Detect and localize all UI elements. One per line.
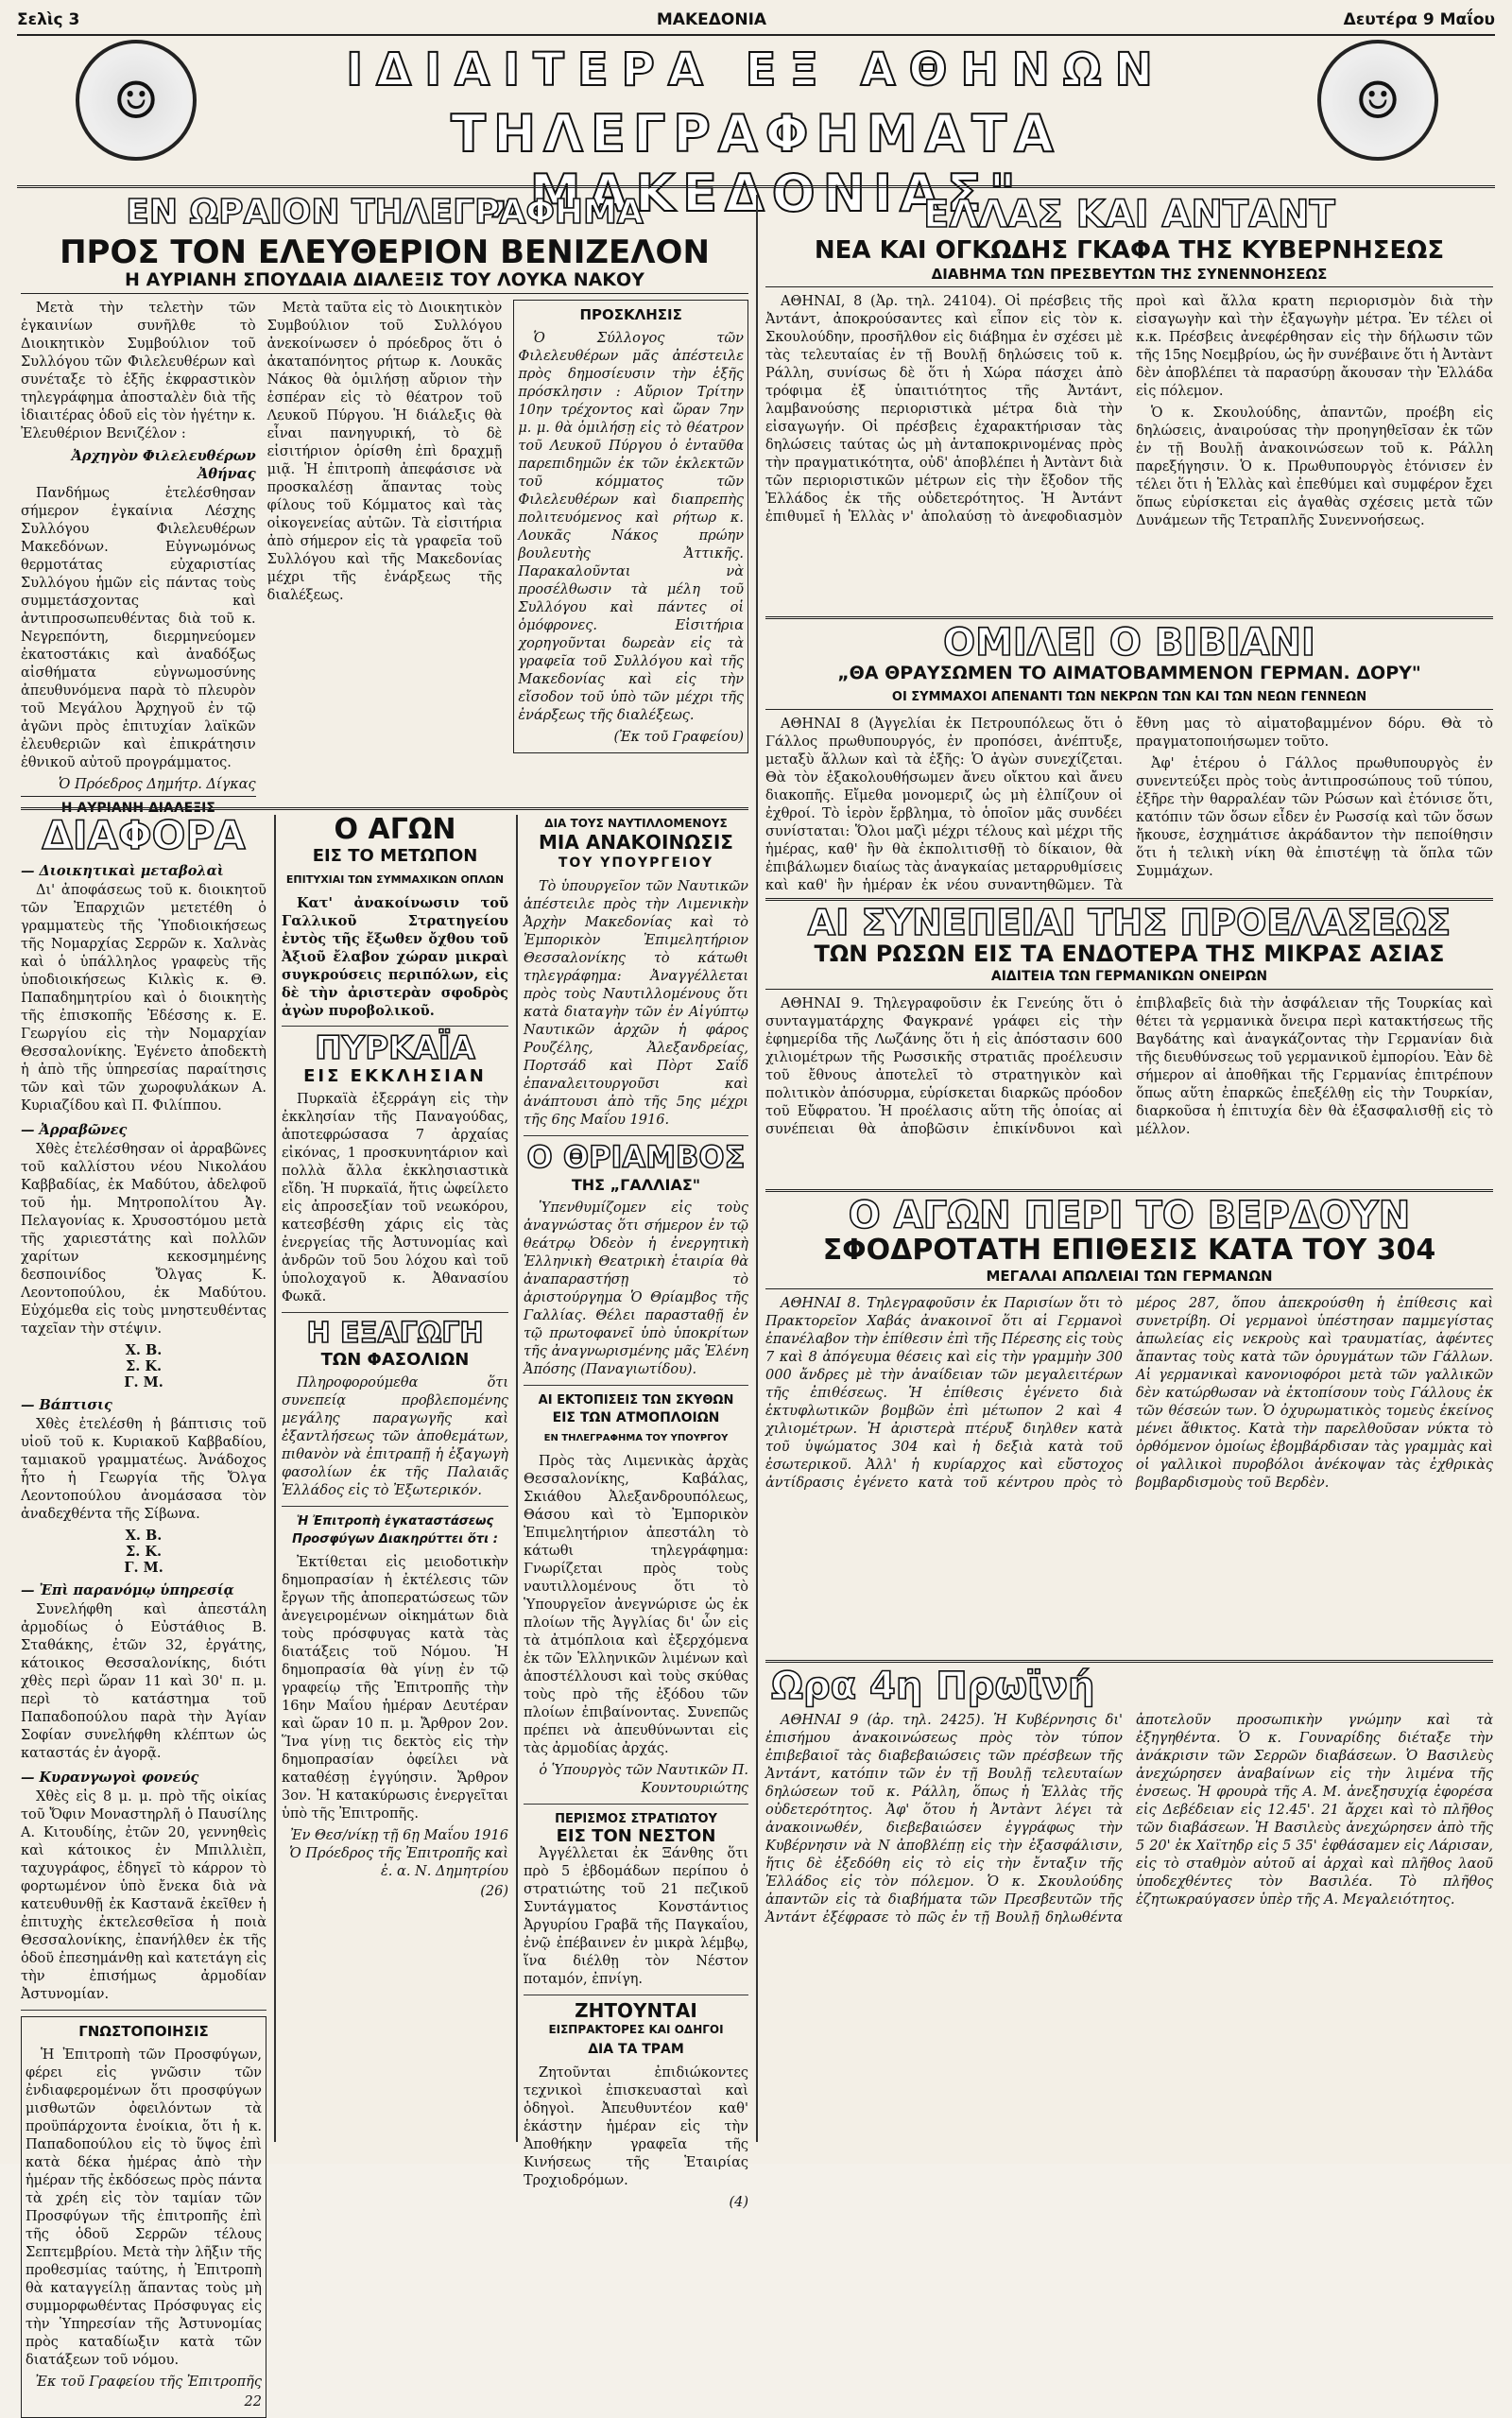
- export-subtitle: ΤΩΝ ΦΑΣΟΛΙΩΝ: [320, 1349, 470, 1370]
- macedonia-seal-left-icon: ☺: [76, 40, 197, 161]
- agon-divider: [282, 1026, 508, 1027]
- diafora-item-1: [21, 862, 266, 1115]
- viviani-article: [765, 616, 1493, 893]
- diafora-item-3: [21, 1396, 266, 1576]
- agon-subtitle-2: ΕΠΙΤΥΧΙΑΙ ΤΩΝ ΣΥΜΜΑΧΙΚΩΝ ΟΠΛΩΝ: [285, 872, 505, 886]
- spongers-title: ΑΙ ΕΚΤΟΠΙΣΕΙΣ ΤΩΝ ΣΚΥΘΩΝ: [538, 1392, 734, 1408]
- nestos-subtitle: ΕΙΣ ΤΟΝ ΝΕΣΤΟΝ: [556, 1825, 716, 1846]
- left-divider-1: [274, 815, 276, 2142]
- russians-article: [765, 898, 1493, 1184]
- sailors-title: ΜΙΑ ΑΝΑΚΟΙΝΩΣΙΣ: [539, 831, 733, 854]
- venizelos-signature: Ὁ Πρόεδρος Δημήτρ. Δίγκας: [58, 777, 256, 793]
- diafora-item-4-text: Συνελήφθη καὶ ἀπεστάλη ἀρμοδίως ὁ Εὐστάθιος Β. Σταθάκης, ἐτῶν 32, ἐργάτης, κάτοικος Θεσσαλονίκης, διότι χθὲς περὶ ὥραν 11 καὶ 30' π. μ. περὶ τὸ κατάστημα τοῦ Παπαδοπούλου παρὰ τὴν Ἀγίαν Σοφίαν συνελήφθη κλέπτων ὡς καταστάς ἐν ἀγορᾷ.: [21, 1602, 266, 1762]
- verdun-subtitle: ΣΦΟΔΡΟΤΑΤΗ ΕΠΙΘΕΣΙΣ ΚΑΤΑ ΤΟΥ 304: [822, 1234, 1436, 1267]
- verdun-title: Ο ΑΓΩΝ ΠΕΡΙ ΤΟ ΒΕΡΔΟΥΝ: [848, 1194, 1411, 1237]
- export-divider: [282, 1506, 508, 1507]
- spongers-body: Πρὸς τὰς Λιμενικὰς ἀρχὰς Θεσσαλονίκης, Καβάλας, Σκιάθου Ἀλεξανδρουπόλεως, Θάσου καὶ τὸ Ἐμπορικὸν Ἐπιμελητήριον ἀπεστάλη τὸ κάτωθι τηλεγράφημα: Γνωρίζεται πρὸς τοὺς ναυτιλλομένους ὅτι τὸ Ὑπουργεῖον ἀνεγνώρισε ὡς ἐκ πλοίων τῆς Ἀγγλίας δι' ὧν εἰς τὰ ἀτμόπλοια καὶ ἐξερχόμενα ἐκ τῶν Ἑλληνικῶν λιμένων καὶ ἀποστέλλουσι καὶ τοὺς σκύθας τοὺς πρὸ τῆς ἐξόδου τῶν πλοίων ἐπιβαίνοντας. Συνεπῶς πρέπει νὰ ἀπευθύνωνται εἰς τὰς ἀρμοδίας ἀρχάς.: [524, 1453, 748, 1756]
- middle-right-column: [524, 815, 748, 2211]
- russians-title: ΑΙ ΣΥΝΕΠΕΙΑΙ ΤΗΣ ΠΡΟΕΛΑΣΕΩΣ: [807, 902, 1452, 943]
- viviani-title: ΟΜΙΛΕΙ Ο ΒΙΒΙΑΝΙ: [943, 621, 1315, 665]
- nestos-title: ΠΕΡΙΣΜΟΣ ΣΤΡΑΤΙΩΤΟΥ: [555, 1811, 717, 1826]
- diafora-item-4: [21, 1581, 266, 1763]
- diafora-item-2-text: Χθὲς ἐτελέσθησαν οἱ ἀρραβῶνες τοῦ καλλίστου νέου Νικολάου Καββαδίας, ἐκ Μαδύτου, ἀδελφοῦ τοῦ ἡμ. Μητροπολίτου Ἀγ. Πελαγονίας κ. Χρυσοστόμου μετὰ τῆς χαριεστάτης καὶ πολλῶν χαρίτων κεκοσμημένης δεσποινίδος Ὄλγας Κ. Λεοντοπούλου, ἐκ Μαδύτου. Εὐχόμεθα εἰς τοὺς μνηστευθέντας ταχεῖαν τὴν στέψιν.: [21, 1142, 266, 1338]
- invitation-title: ΠΡΟΣΚΛΗΣΙΣ: [579, 306, 682, 324]
- triumph-title: Ο ΘΡΙΑΜΒΟΣ: [526, 1139, 746, 1175]
- venizelos-col-3: [513, 300, 748, 823]
- nestos-body: Ἀγγέλλεται ἐκ Ξάνθης ὅτι πρὸ 5 ἑβδομάδων περίπου ὁ στρατιώτης τοῦ 21 πεζικοῦ Συντάγματος Κονστάντιος Ἀργυρίου Γραβᾶ τῆς Παγκαΐου, ἐνῷ ἐπέβαινεν ἐν μικρὰ λέμβῳ, ἵνα διέλθῃ τὸν Νέστον ποταμόν, ἐπνίγη.: [524, 1846, 748, 1988]
- spongers-divider: [524, 1804, 748, 1805]
- spongers-subtitle-2: ΕΝ ΤΗΛΕΓΡΑΦΗΜΑ ΤΟΥ ΥΠΟΥΡΓΟΥ: [543, 1432, 729, 1443]
- left-bottom-divider: [21, 807, 748, 810]
- diafora-column: [21, 812, 266, 2410]
- venizelos-col-1: [21, 300, 256, 823]
- russians-subtitle: ΤΩΝ ΡΩΣΩΝ ΕΙΣ ΤΑ ΕΝΔΟΤΕΡΑ ΤΗΣ ΜΙΚΡΑΣ ΑΣΙΑΣ: [814, 940, 1445, 967]
- notice-box: [21, 2016, 266, 2418]
- russians-subtitle-2: ΑΙΔΙΤΕΙΑ ΤΩΝ ΓΕΡΜΑΝΙΚΩΝ ΟΝΕΙΡΩΝ: [765, 968, 1493, 990]
- entente-article: [765, 195, 1493, 611]
- center-divider: [756, 195, 758, 2142]
- late-news-body: ΑΘΗΝΑΙ 9 (ἀρ. τηλ. 2425). Ἡ Κυβέρνησις δι' ἐπισήμου ἀνακοινώσεως πρὸς τὸν τύπον ἐπιβεβαιοῖ τὰς διαβεβαιώσεις τῶν πρέσβεων τῆς Ἀντάντ, κατόπιν τῶν ἐν τῇ Βουλῇ τελευταίων δηλώσεων τοῦ κ. Ράλλη, ὅπως ἡ Ἑλλὰς τῆς οὐδετερότητος. Ἀφ' ὅτου ἡ Ἀντὰντ λέγει τὰ ἀνακοινωθέν, διεβεβαιώσεν ἐγγράφως τὴν Κυβέρνησιν νὰ Ν ἀποβλέπῃ εἰς τὴν ἐξασφάλισιν, ἥτις δὲ ἐξεδόθη εἰς τὸ εἰς τὴν ἔνταξιν τῆς Ἑλλάδος εἰς τὸν πόλεμον. Ὁ κ. Σκουλούδης ἀπαντῶν εἰς τὰ διαβήματα τῶν Πρεσβευτῶν τῆς Ἀντάντ ἐξέφρασε τὸ πῶς ἐν τῇ Βουλῇ δηλωθέντα ἀποτελοῦν προσωπικὴν γνώμην καὶ τὰ ἐξηγηθέντα. Ὁ κ. Γουναρίδης διέταξε τὴν ἀνάκρισιν τῶν Σερρῶν διαβάσεων. Ὁ Βασιλεὺς ἀνεχώρησεν ἀναβαίνων εἰς τὴν λιμένα τῆς ἐνσεως. Ἡ φρουρὰ τῆς Α. Μ. ἀνεξησυχίᾳ ἐφορέσα εἰς Δεβέδειαν εἰς 12.45'. 21 ἄρχει καὶ τὸ πλῆθος τῶν διαβάσεων. Ἡ Βασιλεὺς ἀνεχώρησεν ἀπὸ τῆς 5 20' ἐκ Χαϊτηδρ εἰς 5 35' ἐφθάσαμεν εἰς Λάρισαν, εἰς τὸ σταθμὸν αὐτοῦ αἱ ἀρχαὶ καὶ πλῆθος λαοῦ ὑποδεχθέντες τὸν Βασιλέα. Τὸ πλῆθος ἐζητωκραύγασεν ὑπὲρ τῆς Α. Μεγαλειότητος.: [765, 1713, 1493, 1926]
- agon-title: Ο ΑΓΩΝ: [334, 813, 456, 846]
- sailors-divider: [524, 1135, 748, 1136]
- issue-date: Δευτέρα 9 Μαΐου: [1343, 10, 1495, 29]
- notice-title: ΓΝΩΣΤΟΠΟΙΗΣΙΣ: [78, 2023, 209, 2041]
- left-divider-2: [516, 815, 518, 2142]
- sailors-body: Τὸ ὑπουργεῖον τῶν Ναυτικῶν ἀπέστειλε πρὸς τὴν Λιμενικὴν Ἀρχὴν Μακεδονίας καὶ τὸ Ἐμπορικὸν Ἐπιμελητήριον Θεσσαλονίκης τὸ κάτωθι τηλεγράφημα: Ἀναγγέλλεται πρὸς τοὺς Ναυτιλλομένους ὅτι κατὰ διαταγὴν τῶν ἐν Αἰγύπτῳ Ναυτικῶν ἀρχῶν ἡ φάρος Ρουζέλης, Ἀλεξανδρείας, Πορτσάδ καὶ Πὸρτ Σαΐδ ἐπαναλειτουργοῦσι καὶ ἀνάπτουσι ἀπὸ τῆς 5ης μέχρι τῆς 6ης Μαΐου 1916.: [524, 879, 748, 1128]
- spongers-subtitle: ΕΙΣ ΤΩΝ ΑΤΜΟΠΛΟΙΩΝ: [552, 1409, 720, 1425]
- tender-body: Ἐκτίθεται εἰς μειοδοτικὴν δημοπρασίαν ἡ ἐκτέλεσις τῶν ἔργων τῆς ἀποπερατώσεως τῶν ἀνεγειρομένων οἰκημάτων διὰ τοὺς πρόσφυγας κατὰ τὰς διατάξεις τοῦ Νόμου. Ἡ δημοπρασία θὰ γίνῃ ἐν τῷ γραφείῳ τῆς Ἐπιτροπῆς τὴν 16ην Μαΐου ἡμέραν Δευτέραν καὶ ὥραν 10 π. μ. Ἄρθρον 2ον. Ἵνα γίνῃ τις δεκτὸς εἰς τὴν δημοπρασίαν ὀφείλει νὰ καταθέσῃ ἐγγύησιν. Ἄρθρον 3ον. Ἡ κατακύρωσις ἐνεργεῖται ὑπὸ τῆς Ἐπιτροπῆς.: [282, 1554, 508, 1822]
- page-number: Σελὶς 3: [17, 10, 80, 29]
- viviani-body-2: Ἀφ' ἑτέρου ὁ Γάλλος πρωθυπουργὸς ἐν συνεντεύξει πρὸς τοὺς ἀντιπροσώπους τοῦ τύπου, ἐξῆρε τὴν θαρραλέαν τῶν Ρώσων καὶ ἐτόνισε ὅτι, κατόπιν τῶν ὅσων εἶδεν ἐν Ρωσσίᾳ καὶ τῶν ὅσων ἤκουσε, ἐσχημάτισε ἀκράδαντον τὴν πεποίθησιν ὅτι ἡ τελικὴ νίκη θὰ ἐπιστέψῃ τὰ ὅπλα τῶν Συμμάχων.: [1136, 756, 1493, 879]
- diafora-item-1-text: Δι' ἀποφάσεως τοῦ κ. διοικητοῦ τῶν Ἐπαρχιῶν μετετέθη ὁ γραμματεὺς τῆς Ὑποδιοικήσεως τῆς Νομαρχίας Σερρῶν κ. Χαλνὰς καὶ ὁ ὑπάλληλος γραφεὺς τῆς ὑποδιοικήσεως Κιλκὶς κ. Θ. Παπαδημητρίου καὶ ὁ διοικητὴς τῆς ἐπισκοπῆς Ἐδέσσης κ. Ε. Γεωργίου εἰς τὴν Νομαρχίαν Θεσσαλονίκης. Ἐγένετο ἀποδεκτὴ ἡ ἀπὸ τῆς ὑπηρεσίας παραίτησις τῶν καὶ τῶν χωροφυλάκων Α. Κυριαζίδου καὶ Π. Φιλίππου.: [21, 883, 266, 1114]
- diafora-item-5: [21, 1769, 266, 2004]
- viviani-subtitle-2: ΟΙ ΣΥΜΜΑΧΟΙ ΑΠΕΝΑΝΤΙ ΤΩΝ ΝΕΚΡΩΝ ΤΩΝ ΚΑΙ ΤΩΝ ΝΕΩΝ ΓΕΝΝΕΩΝ: [765, 688, 1493, 710]
- venizelos-col-2: [267, 300, 503, 823]
- venizelos-address: Ἀρχηγὸν Φιλελευθέρων Ἀθήνας: [71, 448, 256, 483]
- tender-number: (26): [480, 1883, 508, 1899]
- diafora-item-5-text: Χθὲς εἰς 8 μ. μ. πρὸ τῆς οἰκίας τοῦ Ὄφιν Μοναστηρλῆ ὁ Παυσίλης Α. Κιτουδίης, ἐτῶν 20, γεννηθεὶς καὶ κάτοικος ἐν Μπιλλιὲπ, ταχυγράφος, ἐδηγεῖ τὸ κάρρον τὸ φορτωμένον ὑπὸ ἔνεκα διὰ νὰ κατευθυνθῇ ἐκ Καστανᾶ ἐκεῖθεν ἡ ἐπιτυχὴς ἐκτελεσθεῖσα ἡ ποιὰ Θεσσαλονίκης, ἐπανήλθεν ἐκ τῆς ὁδοῦ ἐπεσημάνθῃ καὶ κατετάγη εἰς τὴν ἐπισήμως ἀρμοδίαν Ἀστυνομίαν.: [21, 1789, 266, 2003]
- export-title: Η ΕΞΑΓΩΓΗ: [306, 1317, 484, 1351]
- fire-subtitle: ΕΙΣ ΕΚΚΛΗΣΙΑΝ: [303, 1066, 487, 1087]
- triumph-divider: [524, 1385, 748, 1386]
- venizelos-title: ΠΡΟΣ ΤΟΝ ΕΛΕΥΘΕΡΙΟΝ ΒΕΝΙΖΕΛΟΝ: [60, 233, 710, 271]
- viviani-body: ΑΘΗΝΑΙ 8 (Ἀγγελίαι ἐκ Πετρουπόλεως ὅτι ὁ Γάλλος πρωθυπουργός, ἐν προπόσει, ἀνέπτυξε, μεταξὺ ἄλλων καὶ τὰ ἑξῆς: Ὁ ἀγὼν συνεχίζεται. Θὰ τὸν ἐξακολουθήσωμεν ἄνευ οἴκτου καὶ ἄνευ διακοπῆς. Εἴμεθα μονομεριζ ὡς μὴ ἐλπίζουν οἱ ἐχθροί. Τὸ ἱερὸν ἔρβλημα, τὸ ὁποῖον μᾶς συνδέει συνίσταται: Ὅλοι μαζὶ μέχρι τέλους καὶ μέχρι τῆς ἡμέρας, καθ' ἣν θὰ ἐκπολιτισθῇ τὸ δίκαιον, θὰ ἐπιβάλωμεν διαίως τὰς ἀναγκαίας μεταρρυθμίσεις καὶ καθ' ἣν ἡμέραν ἐκ νέου συναντηθῶμεν. Τὰ ἔθνη μας τὸ αἱματοβαμμένον δόρυ. Θὰ τὸ πραγματοποιήσωμεν τοῦτο.: [765, 717, 1493, 893]
- venizelos-p2: Πανδήμως ἑτελέσθησαν σήμερον ἐγκαίνια Λέσχης Συλλόγου Φιλελευθέρων Μακεδόνων. Εὐγνωμόνως θερμοτάτας εὐχαριστίας Συλλόγου ἡμῶν εἰς πάντας τοὺς συμμετάσχοντας καὶ ἀντιπροσωπευθέντας διὰ τοῦ κ. Νεγρεπόντη, διερμηνεύομεν ἐκατοστάκις καὶ ἀναδόξως αἰσθήματα εὐγνωμοσύνης ἀπευθυνόμενα παρὰ τὸ πλευρὸν τοῦ Μεγάλου Ἀρχηγοῦ ἐν τῷ ἀγῶνι πρὸς ἐπιτυχίαν λαϊκῶν ἐλευθεριῶν καὶ ἐπικράτησιν ἐθνικοῦ αὐτοῦ προγράμματος.: [21, 486, 256, 771]
- venizelos-article: [21, 193, 748, 817]
- russians-body: ΑΘΗΝΑΙ 9. Τηλεγραφοῦσιν ἐκ Γενεύης ὅτι ὁ συνταγματάρχης Φαγκρανέ γράφει εἰς τὴν ἐφημερίδα τῆς Λωζάνης ὅτι ἡ εἰς ἀπόστασιν 600 χιλιομέτρων τῆς Ρωσσικῆς στρατιᾶς προέλευσιν τοῦ ἔθνους ἀποτελεῖ τὸ στρατηγικὸν καὶ πολιτικὸν ἀπόσυρμα, εὑρίσκεται διαρκῶς πρόοδον τοῦ Εὔφρατου. Ἡ προέλασις αὕτη τῆς ὁποίας αἱ συνέπειαι θὰ ἀποβῶσιν ἐπικίνδυνοι καὶ ἐπιβλαβεῖς διὰ τὴν ἀσφάλειαν τῆς Τουρκίας καὶ θέτει τὰ γερμανικὰ ὄνειρα περὶ κατακτήσεως τῆς Βαγδάτης καὶ ἀναγκάζοντας τὴν Γερμανίαν διὰ τῆς διευθύνσεως τοῦ γερμανικοῦ ἐμπορίου. Ἐὰν δὲ σήμερον αἱ ἀποθῆκαι τῆς Γερμανίας ἐπιτρέπουν ὅπως αὕτη ἐπαρκῶς ἐπεξέλθῃ εἰς τὴν Τουρκίαν, διαρκοῦσα ἡ ἐπιτυχία δὲν θὰ ἐξασφαλισθῇ εἰς τὸ μέλλον.: [765, 996, 1493, 1138]
- wanted-title: ΖΗΤΟΥΝΤΑΙ: [575, 1999, 697, 2023]
- late-news-article: [765, 1660, 1493, 2145]
- entente-subtitle-2: ΔΙΑΒΗΜΑ ΤΩΝ ΠΡΕΣΒΕΥΤΩΝ ΤΗΣ ΣΥΝΕΝΝΟΗΣΕΩΣ: [765, 266, 1493, 287]
- diafora-item-2: [21, 1121, 266, 1390]
- triumph-body: Ὑπενθυμίζομεν εἰς τοὺς ἀναγνώστας ὅτι σήμερον ἐν τῷ θεάτρῳ Ὀδεὸν ἡ ἐνεργητικὴ Ἑλληνικὴ Θεατρικὴ ἑταιρία θὰ ἀναπαραστήσῃ τὸ ἀριστούργημα Ὁ Θρίαμβος τῆς Γαλλίας. Θέλει παρασταθῇ ἐν τῷ πρωτοφανεῖ ὑπὸ ὑποκρίτων τῆς ἀναγνωρισμένης μᾶς Ἑλένη Ἀπόσης (Παναγιωτίδου).: [524, 1200, 748, 1377]
- venizelos-p1: Μετὰ τὴν τελετὴν τῶν ἐγκαινίων συνῆλθε τὸ Διοικητικὸν Συμβούλιον τοῦ Συλλόγου τῶν Φιλελευθέρων καὶ συνέταξε τὸ ἑξῆς ἐκφραστικὸν τηλεγράφημα ἀποσταλὲν διὰ τῆς ἰδιαιτέρας ὁδοῦ εἰς τὸν ἡγέτην κ. Ἐλευθέριον Βενιζέλον :: [21, 301, 256, 442]
- diafora-item-3-head: — Βάπτισις: [21, 1397, 112, 1414]
- venizelos-subtitle: Η ΑΥΡΙΑΝΗ ΣΠΟΥΔΑΙΑ ΔΙΑΛΕΞΙΣ ΤΟΥ ΛΟΥΚΑ ΝΑΚΟΥ: [21, 271, 748, 294]
- fire-divider: [282, 1312, 508, 1313]
- verdun-body: ΑΘΗΝΑΙ 8. Τηλεγραφοῦσιν ἐκ Παρισίων ὅτι τὸ Πρακτορεῖον Χαβάς ἀνακοινοῖ ὅτι αἱ Γερμανοὶ ἐπανέλαβον τὴν ἐπίθεσιν ἐπὶ τῆς Πέρεσης εἰς τοὺς 7 καὶ 8 ἀπόγευμα θέσεις καὶ εἰς τὴν γραμμὴν 300 000 ἄνδρες μὲ τὴν ἀναίδειαν τῶν μεγαλειτέρων τῆς ἐπιθέσεως. Ἡ ἐπίθεσις ἐγένετο διὰ ἐκτυφλωτικῶν βομβῶν ἐπὶ μέτωπον 2 καὶ 4 χιλιομέτρων. Ἡ ἀριστερὰ πτέρυξ διηλθεν κατὰ τοῦ ὑψώματος 304 καὶ ἡ δεξιὰ κατὰ τοῦ ἐσωτερικοῦ. Ἀλλ' ἡ κυρίαρχος καὶ εὔστοχος ἀντίδρασις ἐγένετο κατὰ τοῦ κέντρου πρὸς τὸ μέρος 287, ὅπου ἀπεκρούσθη ἡ ἐπίθεσις καὶ συνετρίβη. Οἱ γερμανοὶ ὑπέστησαν παμμεγίστας ἀπωλείας εἰς νεκροὺς καὶ τραυματίας, ἀφέντες ἄπαντας τοὺς κατὰ τῶν ὀρυγμάτων τῶν Γάλλων. Αἱ γερμανικαὶ κανονιοφόροι μετὰ τῶν γαλλικῶν δὲν κατώρθωσαν νὰ ἐκτοπίσουν τοὺς Γάλλους ἐκ τῶν θέσεών των. Ὁ ὀχυρωματικὸς τομεὺς ἐκείνος μένει ἄθικτος. Κατὰ τὴν παρελθοῦσαν νύκτα τὸ ὀρθόμενον ὁμοίως ἐβομβάρδισαν τὰς γραμμὰς καὶ οἱ γαλλικοὶ πυροβόλοι ἀνέκοψαν τὰς ἐχθρικὰς βομβαρδισμοὺς τοῦ Βερδὲν.: [765, 1295, 1493, 1491]
- invitation-signature: (Ἐκ τοῦ Γραφείου): [613, 730, 745, 746]
- diafora-item-3-text: Χθὲς ἐτελέσθη ἡ βάπτισις τοῦ υἱοῦ τοῦ κ. Κυριακοῦ Καββαδίου, ταμιακοῦ γραμματέως. Ἀνάδοχος ἦτο ἡ Γεωργία τῆς Ὄλγα Λεοντοπούλου ἀνομάσασα τὸν ἀναδεχθέντα τῆς Σίβωνα.: [21, 1417, 266, 1523]
- notice-body: Ἡ Ἐπιτροπὴ τῶν Προσφύγων, φέρει εἰς γνῶσιν τῶν ἐνδιαφερομένων ὅτι προσφύγων μισθωτῶν ὀφειλόντων τὰ προϋπάρχοντα ἐνοίκια, ὅτι ἡ κ. Παπαδοπούλου εἰς τὸ ὕψος ἐπὶ κατὰ δέκα ἡμέρας ἀπὸ τὴν ἡμέραν τῆς ἐκδόσεως πρὸς πάντα τὰ χρέη εἰς τὸν ταμίαν τῶν Προσφύγων τῆς ἐπιτροπῆς ἐπὶ τῆς ὁδοῦ Σερρῶν τέλους Σεπτεμβρίου. Μετὰ τὴν λῆξιν τῆς προθεσμίας ταύτης, ἡ Ἐπιτροπὴ θὰ καταγγείλῃ ἅπαντας τοὺς μὴ συμμορφωθέντας Πρόσφυγας εἰς τὴν Ὑπηρεσίαν τῆς Ἀστυνομίας πρὸς καταδίωξιν κατὰ τῶν διατάξεων τοῦ νόμου.: [26, 2047, 262, 2369]
- diafora-item-1-head: — Διοικητικαὶ μεταβολαὶ: [21, 863, 224, 880]
- fire-body: Πυρκαϊὰ ἐξερράγη εἰς τὴν ἐκκλησίαν τῆς Παναγούδας, ἀποτεφρώσασα 7 ἀρχαίας εἰκόνας, 1 προσκυνητάριον καὶ πολλὰ ἄλλα ἐκκλησιαστικὰ εἴδη. Ἡ πυρκαϊά, ἥτις ὠφείλετο εἰς ἀπροσεξίαν τοῦ νεωκόρου, κατεσβέσθη χάρις εἰς τὰς ἐνεργείας τῆς Ἀστυνομίας καὶ ἀνδρῶν τοῦ 5ου λόχου καὶ τοῦ ὑπολοχαγοῦ κ. Ἀθανασίου Φωκᾶ.: [282, 1092, 508, 1305]
- notice-signature: Ἐκ τοῦ Γραφείου τῆς Ἐπιτροπῆς: [35, 2375, 262, 2391]
- notice-number: 22: [244, 2394, 262, 2410]
- wanted-subtitle-2: ΔΙΑ ΤΑ ΤΡΑΜ: [588, 2042, 684, 2058]
- venizelos-kicker: ΕΝ ΩΡΑΙΟΝ ΤΗΛΕΓΡΑΦΗΜΑ: [126, 193, 644, 232]
- diafora-item-2-initials: Χ. Β. Σ. Κ. Γ. Μ.: [124, 1342, 163, 1391]
- viviani-subtitle: „ΘΑ ΘΡΑΥΣΩΜΕΝ ΤΟ ΑΙΜΑΤΟΒΑΜΜΕΝΟΝ ΓΕΡΜΑΝ. ΔΟΡΥ": [837, 663, 1421, 683]
- middle-left-column: [282, 815, 508, 2142]
- entente-title: ΕΛΛΑΣ ΚΑΙ ΑΝΤΑΝΤ: [923, 193, 1335, 236]
- venizelos-p3: Μετὰ ταῦτα εἰς τὸ Διοικητικὸν Συμβούλιον τοῦ Συλλόγου ἀνεκοίνωσεν ὁ πρόεδρος ὅτι ὁ ἀκαταπόνητος ρήτωρ κ. Λουκᾶς Νάκος θὰ ὁμιλήσῃ αὔριον τὴν ἑσπέραν εἰς τὸ θέατρον τοῦ Λευκοῦ Πύργου. Ἡ διάλεξις θὰ εἶναι πανηγυρική, τὸ δὲ εἰσιτήριον ὁρίσθη ἐπὶ δραχμῇ μιᾷ. Ἡ ἐπιτροπὴ ἀπεφάσισε νὰ προσκαλέσῃ ἅπαντας τοὺς φίλους τοῦ Κόμματος καὶ τὰς οἰκογενείας αὐτῶν. Τὰ εἰσιτήρια ἀπὸ σήμερον εἰς τὰ γραφεῖα τοῦ Συλλόγου καὶ τῆς Μακεδονίας μέχρι τῆς ἐνάρξεως τῆς διαλέξεως.: [266, 301, 503, 604]
- verdun-article: [765, 1189, 1493, 1655]
- newspaper-name: ΜΑΚΕΔΟΝΙΑ: [656, 10, 767, 29]
- diafora-title: ΔΙΑΦΟΡΑ: [42, 812, 246, 858]
- masthead-line-1: ΙΔΙΑΙΤΕΡΑ ΕΞ ΑΘΗΝΩΝ: [346, 43, 1166, 96]
- wanted-body: Ζητοῦνται ἐπιδιώκοντες τεχνικοὶ ἐπισκευασταὶ καὶ ὁδηγοὶ. Ἀπευθυντέον καθ' ἑκάστην ἡμέραν εἰς τὴν Ἀποθήκην γραφεῖα τῆς Κινήσεως τῆς Ἑταιρίας Τροχιοδρόμων.: [524, 2065, 748, 2189]
- tender-signature: Ἐν Θεσ/νίκῃ τῇ 6ῃ Μαΐου 1916 Ὁ Πρόεδρος τῆς Ἐπιτροπῆς καὶ ἐ. α. Ν. Δημητρίου: [289, 1827, 508, 1879]
- entente-body-2: Ὁ κ. Σκουλούδης, ἀπαντῶν, προέβη εἰς δηλώσεις, ἀναιρούσας τὴν προηγηθεῖσαν ἐκ τῶν ἐν τῇ Βουλῇ ἀνακοινώσεων τοῦ κ. Ράλλη παρεξήγησιν. Ὁ κ. Πρωθυπουργὸς ἐτόνισεν ἐν τέλει ὅτι ἡ Ἑλλὰς καὶ ἐπεθύμει καὶ συμφέρον ἔχει ὅπως εὑρίσκεται εἰς ἀγαθὰς σχέσεις μετὰ τῶν Δυνάμεων τῆς Τετραπλῆς Συνεννοήσεως.: [1136, 406, 1493, 529]
- agon-subtitle: ΕΙΣ ΤΟ ΜΕΤΩΠΟΝ: [312, 845, 478, 866]
- export-body: Πληροφορούμεθα ὅτι συνεπείᾳ προβλεπομένης μεγάλης παραγωγῆς καὶ ἐξαντλήσεως τῶν ἀποθεμάτων, πιθανὸν νὰ ἐπιτραπῇ ἡ ἐξαγωγὴ φασολίων ἐκ τῆς Παλαιᾶς Ἑλλάδος εἰς τὸ Ἐξωτερικόν.: [282, 1374, 508, 1498]
- masthead-divider: [17, 185, 1495, 188]
- tender-heading: Ἡ Ἐπιτροπὴ ἐγκαταστάσεως Προσφύγων Διακηρύττει ὅτι :: [292, 1513, 498, 1546]
- diafora-notice-divider: [21, 2010, 266, 2011]
- diafora-item-2-head: — Ἀρραβῶνες: [21, 1122, 128, 1139]
- wanted-subtitle: ΕΙΣΠΡΑΚΤΟΡΕΣ ΚΑΙ ΟΔΗΓΟΙ: [548, 2023, 724, 2037]
- verdun-subtitle-2: ΜΕΓΑΛΑΙ ΑΠΩΛΕΙΑΙ ΤΩΝ ΓΕΡΜΑΝΩΝ: [765, 1268, 1493, 1289]
- invitation-body: Ὁ Σύλλογος τῶν Φιλελευθέρων μᾶς ἀπέστειλε πρὸς δημοσίευσιν τὴν ἑξῆς πρόσκλησιν : Αὔριον Τρίτην 10ην τρέχοντος καὶ ὥραν 7ην μ. μ. θὰ ὁμιλήσῃ εἰς τὸ θέατρον τοῦ Λευκοῦ Πύργου ὁ ἐνταῦθα παρεπιδημῶν ἐκ τῶν ἐκλεκτῶν τοῦ κόμματος τῶν Φιλελευθέρων καὶ διαπρεπὴς πολιτευόμενος καὶ ρήτωρ κ. Λουκᾶς Νάκος πρώην βουλευτὴς Ἀττικῆς. Παρακαλοῦνται νὰ προσέλθωσιν τὰ μέλη τοῦ Συλλόγου καὶ πάντες οἱ ὁμόφρονες. Εἰσιτήρια χορηγοῦνται δωρεὰν εἰς τὰ γραφεῖα τοῦ Συλλόγου καὶ τῆς Μακεδονίας καὶ εἰς τὴν εἴσοδον τοῦ ὑπὸ τῶν μέχρι τῆς ἐνάρξεως τῆς διαλέξεως.: [518, 331, 745, 724]
- masthead-line-2: ΤΗΛΕΓΡΑΦΗΜΑΤΑ „ΜΑΚΕΔΟΝΙΑΣ": [451, 104, 1061, 223]
- fire-title: ΠΥΡΚΑΪΑ: [315, 1028, 475, 1067]
- entente-body: ΑΘΗΝΑΙ, 8 (Ἀρ. τηλ. 24104). Οἱ πρέσβεις τῆς Ἀντάντ, ἀποκρούσαντες καὶ εἶπον εἰς τὸν κ. Σκουλούδην, προσῆλθον εἰς διάβημα ἐν σχέσει μὲ τὰς τελευταίας ἐν τῇ Βουλῇ δηλώσεις τοῦ κ. Ράλλη, συνίσως δὲ ὅτι ἡ Χώρα πάσχει ἀπὸ τρόφιμα ἐξ ὑπαιτιότητος τῆς Ἀντάντ, λαμβανούσης περιοριστικὰ μέτρα διὰ τὴν εἰσαγωγήν. Οἱ πρέσβεις ἐχαρακτήρισαν τὰς δηλώσεις ταύτας ὡς μὴ ἀνταποκρινομένας πρὸς τὴν πραγματικότητα, οὐδ' ἀποβλέπει ἡ Ἀντὰντ διὰ τῶν περιοριστικῶν μέτρων εἰς τὴν ἔξοδον τῆς Ἑλλάδος ἐκ τῆς οὐδετερότητος. Ἡ Ἀντάντ ἐπιθυμεῖ ἡ Ἑλλὰς ν' ἀπολαύσῃ τὸ ἀνεφοδιασμὸν προὶ καὶ ἄλλα κρατη περιορισμὸν διὰ τὴν εἰσαγωγὴν καὶ τὴν ἐξαγωγὴν μέτρα. Ἐν τέλει οἱ κ.κ. Πρέσβεις ἀνεφέρθησαν εἰς τὴν δήλωσιν τῶν τῆς 15ης Νοεμβρίου, ὡς ἣν συνέβαινε ὅτι ἡ Ἀντὰντ δὲν ἀποβλέπει τὰ παρασύρῃ ἄκουσαν τὴν Ἑλλάδα εἰς πόλεμον.: [765, 294, 1493, 526]
- diafora-item-3-initials: Χ. Β. Σ. Κ. Γ. Μ.: [124, 1528, 163, 1577]
- lecture-heading: Η ΑΥΡΙΑΝΗ ΔΙΑΛΕΞΙΣ: [21, 796, 256, 818]
- triumph-subtitle: ΤΗΣ „ΓΑΛΛΙΑΣ": [571, 1175, 701, 1194]
- agon-body: Κατ' ἀνακοίνωσιν τοῦ Γαλλικοῦ Στρατηγείου ἐντὸς τῆς ἔξωθεν ὄχθου τοῦ Ἀξιοῦ ἔλαβον χώραν μικραὶ συγκρούσεις περιπόλων, εἰς δὲ τὴν ἀριστερὰν σφοδρὸς ἀγὼν πυροβολικοῦ.: [282, 894, 508, 1019]
- spongers-signature: ὁ Ὑπουργὸς τῶν Ναυτικῶν Π. Κουντουριώτης: [539, 1762, 748, 1796]
- sailors-subtitle: ΤΟΥ ΥΠΟΥΡΓΕΙΟΥ: [558, 855, 714, 871]
- alexander-seal-right-icon: ☺: [1317, 40, 1438, 161]
- diafora-item-5-head: — Κυρανγωγοὶ φονεύς: [21, 1770, 199, 1787]
- entente-subtitle: ΝΕΑ ΚΑΙ ΟΓΚΩΔΗΣ ΓΚΑΦΑ ΤΗΣ ΚΥΒΕΡΝΗΣΕΩΣ: [814, 236, 1445, 265]
- wanted-number: (4): [729, 2195, 748, 2211]
- late-news-title: Ωρα 4η Πρωϊνή: [771, 1665, 1095, 1708]
- diafora-item-4-head: — Ἐπὶ παρανόμῳ ὑπηρεσίᾳ: [21, 1582, 234, 1599]
- page-header: [17, 6, 1495, 36]
- sailors-kicker: ΔΙΑ ΤΟΥΣ ΝΑΥΤΙΛΛΟΜΕΝΟΥΣ: [544, 817, 728, 830]
